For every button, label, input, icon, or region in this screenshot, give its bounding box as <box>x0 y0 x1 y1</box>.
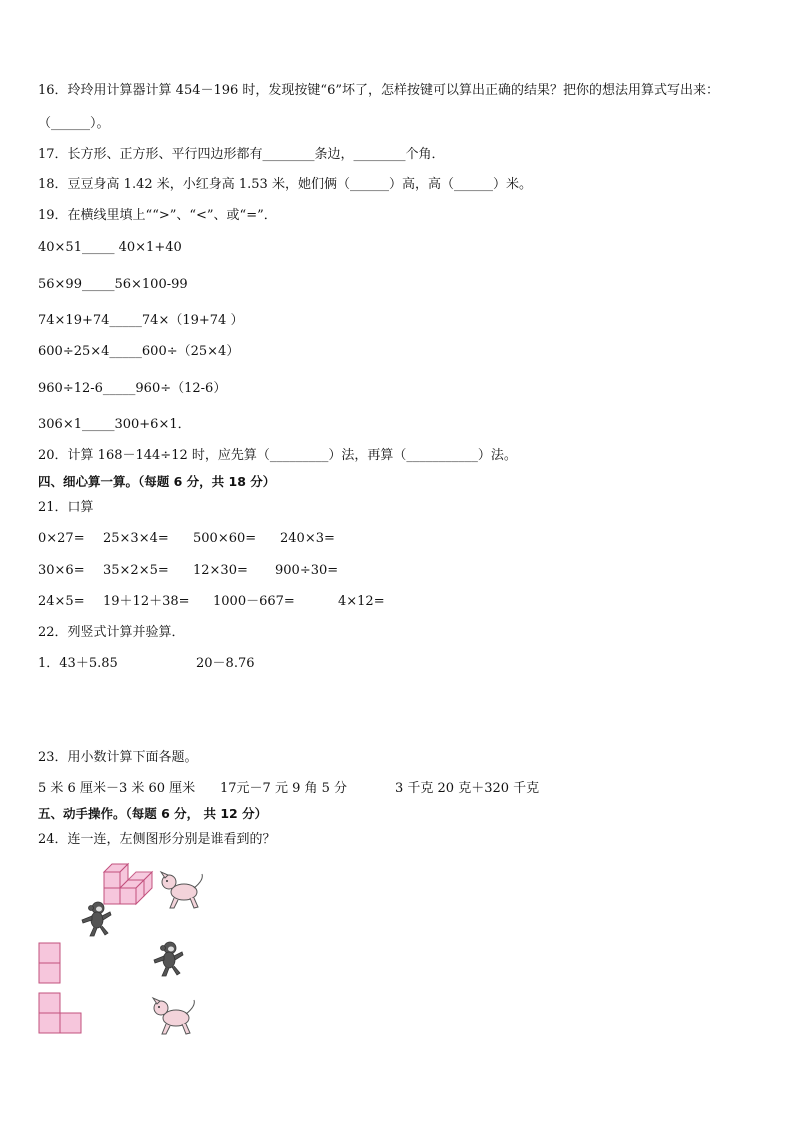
q19-prompt: 19．在横线里填上““>”、“<”、或“=”． <box>38 208 277 223</box>
q18-text: 18．豆豆身高 1.42 米，小红身高 1.53 米，她们俩（______）高，高（______）米。 <box>38 177 532 192</box>
q21-r2c2: 35×2×5= <box>103 563 169 578</box>
q19-item-5: 960÷12-6_____960÷（12-6） <box>38 381 227 396</box>
q22-item-1: 1．43＋5.85 <box>38 656 118 671</box>
q23-title: 23．用小数计算下面各题。 <box>38 750 198 765</box>
q21-r1c2: 25×3×4= <box>103 531 169 546</box>
dog-icon <box>150 996 200 1038</box>
q21-r1c3: 500×60= <box>193 531 257 546</box>
q21-title: 21．口算 <box>38 500 94 515</box>
q21-r2c4: 900÷30= <box>275 563 339 578</box>
q22-item-2: 20－8.76 <box>196 656 255 671</box>
q19-item-6: 306×1_____300+6×1． <box>38 417 191 432</box>
q20-text: 20．计算 168－144÷12 时，应先算（_________）法，再算（___________）法。 <box>38 448 517 463</box>
q21-r2c1: 30×6= <box>38 563 85 578</box>
monkey-icon <box>150 940 186 978</box>
q17-text: 17．长方形、正方形、平行四边形都有________条边，________个角． <box>38 147 445 162</box>
q16-line1: 16．玲玲用计算器计算 454－196 时，发现按键“6”坏了，怎样按键可以算出正确的结果？把你的想法用算式写出来： <box>38 83 719 98</box>
section-5-heading: 五、动手操作。（每题 6 分， 共 12 分） <box>38 806 268 821</box>
q21-r1c1: 0×27= <box>38 531 85 546</box>
q19-item-2: 56×99_____56×100-99 <box>38 277 188 292</box>
q19-item-1: 40×51_____ 40×1+40 <box>38 240 182 255</box>
q21-r3c2: 19＋12＋38= <box>103 594 190 609</box>
view-shape-l <box>38 992 84 1036</box>
q16-answer-line: （______）。 <box>38 116 110 131</box>
q19-item-4: 600÷25×4_____600÷（25×4） <box>38 344 240 359</box>
q23-item-2: 17元－7 元 9 角 5 分 <box>220 781 348 796</box>
q23-item-1: 5 米 6 厘米－3 米 60 厘米 <box>38 781 196 796</box>
q21-r3c1: 24×5= <box>38 594 85 609</box>
view-shape-vertical <box>38 942 62 986</box>
dog-icon <box>158 870 208 912</box>
section-4-heading: 四、细心算一算。（每题 6 分，共 18 分） <box>38 474 276 489</box>
q21-r1c4: 240×3= <box>280 531 335 546</box>
q21-r2c3: 12×30= <box>193 563 248 578</box>
q21-r3c4: 4×12= <box>338 594 385 609</box>
q24-title: 24．连一连，左侧图形分别是谁看到的？ <box>38 832 276 847</box>
q19-item-3: 74×19+74_____74×（19+74 ） <box>38 313 244 328</box>
q21-r3c3: 1000－667= <box>213 594 295 609</box>
q23-item-3: 3 千克 20 克＋320 千克 <box>395 781 540 796</box>
monkey-icon <box>78 900 114 938</box>
q22-title: 22．列竖式计算并验算． <box>38 625 185 640</box>
